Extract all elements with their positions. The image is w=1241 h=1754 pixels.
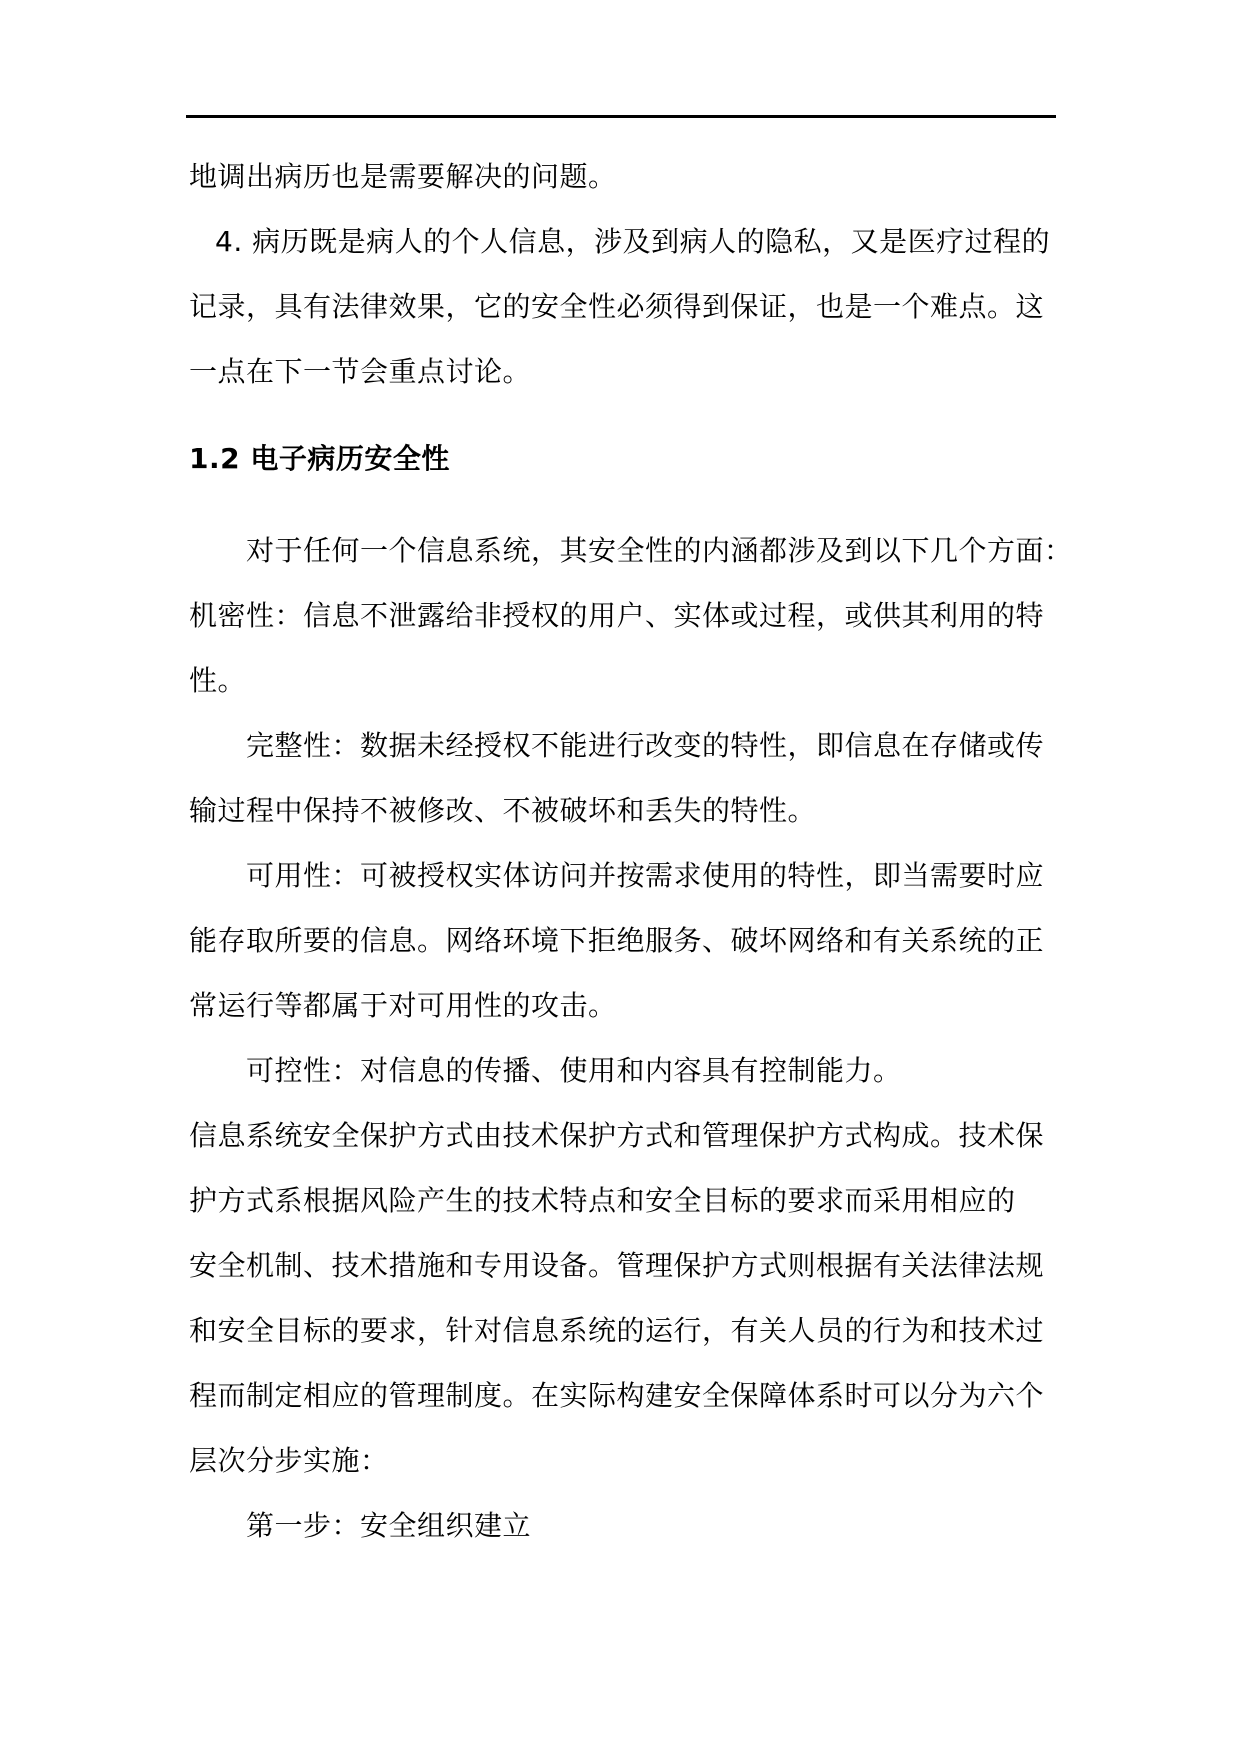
paragraph-line: 信息系统安全保护方式由技术保护方式和管理保护方式构成。技术保 xyxy=(189,1119,1045,1152)
paragraph-line: 性。 xyxy=(189,664,247,697)
paragraph-line: 4. 病历既是病人的个人信息，涉及到病人的隐私，又是医疗过程的 xyxy=(215,225,1051,258)
paragraph-line: 完整性：数据未经授权不能进行改变的特性，即信息在存储或传 xyxy=(246,729,1045,762)
paragraph-line: 对于任何一个信息系统，其安全性的内涵都涉及到以下几个方面： xyxy=(246,534,1073,567)
paragraph-line: 一点在下一节会重点讨论。 xyxy=(189,355,532,388)
paragraph-line: 输过程中保持不被修改、不被破坏和丢失的特性。 xyxy=(189,794,817,827)
paragraph-line: 能存取所要的信息。网络环境下拒绝服务、破坏网络和有关系统的正 xyxy=(189,924,1045,957)
paragraph-line: 程而制定相应的管理制度。在实际构建安全保障体系时可以分为六个 xyxy=(189,1379,1045,1412)
paragraph-line: 护方式系根据风险产生的技术特点和安全目标的要求而采用相应的 xyxy=(189,1184,1016,1217)
paragraph-line: 层次分步实施： xyxy=(189,1444,389,1477)
paragraph-line: 地调出病历也是需要解决的问题。 xyxy=(189,160,617,193)
paragraph-line: 常运行等都属于对可用性的攻击。 xyxy=(189,989,617,1022)
paragraph-line: 记录，具有法律效果，它的安全性必须得到保证，也是一个难点。这 xyxy=(189,290,1045,323)
paragraph-line: 和安全目标的要求，针对信息系统的运行，有关人员的行为和技术过 xyxy=(189,1314,1045,1347)
paragraph-line: 安全机制、技术措施和专用设备。管理保护方式则根据有关法律法规 xyxy=(189,1249,1045,1282)
paragraph-line: 可用性：可被授权实体访问并按需求使用的特性，即当需要时应 xyxy=(246,859,1045,892)
body-text xyxy=(189,144,1073,1558)
header-rule xyxy=(186,115,1056,118)
section-heading: 1.2 电子病历安全性 xyxy=(189,442,450,475)
paragraph-line: 第一步：安全组织建立 xyxy=(246,1509,532,1542)
paragraph-line: 可控性：对信息的传播、使用和内容具有控制能力。 xyxy=(246,1054,902,1087)
paragraph-line: 机密性：信息不泄露给非授权的用户、实体或过程，或供其利用的特 xyxy=(189,599,1045,632)
